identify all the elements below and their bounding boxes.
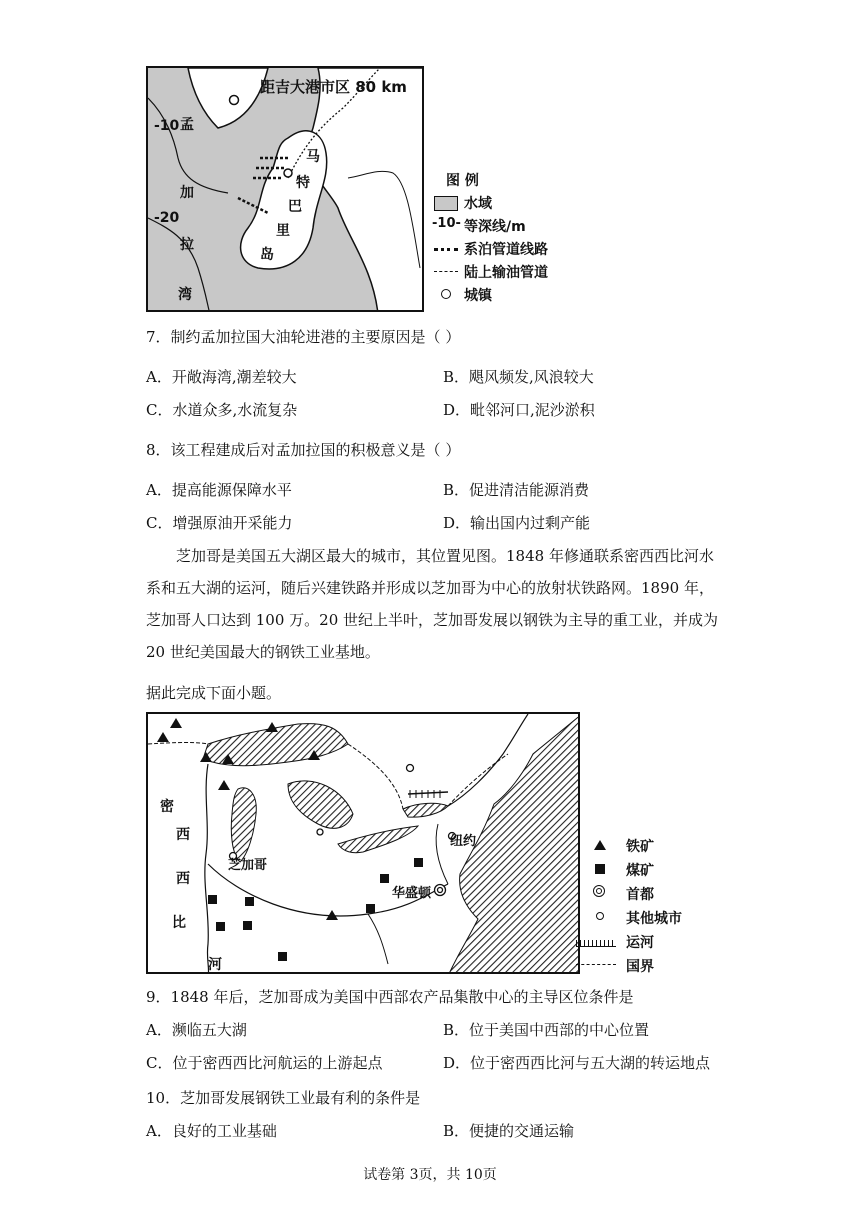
page-footer: 试卷第 3页，共 10页 (363, 1167, 497, 1183)
legend2-city-symbol (596, 912, 604, 920)
question-7-stem: 7．制约孟加拉国大油轮进港的主要原因是（ ） (146, 328, 461, 346)
map-bangladesh (146, 66, 586, 312)
legend1-water: 水域 (464, 196, 492, 212)
island-char-1: 马 (306, 149, 320, 165)
q7-option-b[interactable]: B．飓风频发,风浪较大 (443, 368, 594, 386)
q9-option-d[interactable]: D．位于密西西比河与五大湖的转运地点 (443, 1054, 711, 1072)
q10-option-a[interactable]: A．良好的工业基础 (146, 1122, 277, 1140)
question-9-stem: 9．1848 年后，芝加哥成为美国中西部农产品集散中心的主导区位条件是 (146, 988, 634, 1006)
river-char-5: 河 (208, 957, 222, 973)
q8-option-c[interactable]: C．增强原油开采能力 (146, 514, 293, 532)
question-10-stem: 10．芝加哥发展钢铁工业最有利的条件是 (146, 1089, 421, 1107)
river-char-2: 西 (176, 827, 190, 843)
legend2-coal: 煤矿 (626, 863, 654, 879)
legend1-town-symbol (441, 289, 451, 299)
q8-option-d[interactable]: D．输出国内过剩产能 (443, 514, 591, 532)
legend1-pipeline: 陆上输油管道 (464, 265, 548, 281)
legend2-coal-symbol (595, 864, 605, 874)
city-washington: 华盛顿 (392, 886, 432, 901)
bay-char-2: 加 (180, 185, 194, 201)
legend2-border: 国界 (626, 959, 654, 975)
depth-label-20: -20 (154, 210, 180, 226)
legend1-water-swatch (434, 196, 458, 211)
question-8-stem: 8．该工程建成后对孟加拉国的积极意义是（ ） (146, 441, 461, 459)
q9-option-b[interactable]: B．位于美国中西部的中心位置 (443, 1021, 650, 1039)
legend1-depth-symbol: -10- (432, 216, 461, 231)
q8-option-b[interactable]: B．促进清洁能源消费 (443, 481, 590, 499)
bay-char-3: 拉 (180, 237, 194, 253)
legend1-depth: 等深线/m (464, 219, 526, 235)
island-char-2: 特 (296, 175, 310, 191)
river-char-1: 密 (160, 799, 174, 815)
bay-char-1: 孟 (180, 117, 194, 133)
legend2-capital-symbol (593, 885, 605, 897)
legend2-city: 其他城市 (626, 911, 682, 927)
q9-option-a[interactable]: A．濒临五大湖 (146, 1021, 247, 1039)
legend1-title: 图 例 (446, 173, 479, 189)
legend1-pipeline-symbol (434, 271, 458, 272)
river-char-3: 西 (176, 871, 190, 887)
q8-option-a[interactable]: A．提高能源保障水平 (146, 481, 292, 499)
distance-label: 距吉大港市区 80 km (260, 78, 407, 96)
map-great-lakes-frame (146, 712, 580, 974)
passage-chicago: 芝加哥是美国五大湖区最大的城市，其位置见图。1848 年修通联系密西西比河水系和五大湖的运河，随后兴建铁路并形成以芝加哥为中心的放射状铁路网。1890 年，芝加哥人口达到 100 万。20 世纪上半叶，芝加哥发展以钢铁为主导的重工业，并成为 20 世纪美国最大的钢铁工业基地。 (146, 547, 719, 661)
city-chicago: 芝加哥 (228, 858, 268, 873)
legend2-capital: 首都 (626, 887, 654, 903)
legend2-iron: 铁矿 (626, 839, 654, 855)
legend1-mooring-symbol (434, 248, 458, 251)
legend2-border-symbol (576, 964, 616, 965)
island-char-4: 里 (276, 223, 290, 239)
legend2-canal-symbol (576, 940, 616, 947)
legend2-iron-symbol (594, 840, 606, 850)
legend1-town: 城镇 (464, 288, 492, 304)
map-bangladesh-frame (146, 66, 424, 312)
q7-option-d[interactable]: D．毗邻河口,泥沙淤积 (443, 401, 595, 419)
island-char-5: 岛 (260, 247, 274, 263)
legend1-mooring: 系泊管道线路 (464, 242, 548, 258)
legend2-canal: 运河 (626, 935, 654, 951)
map-great-lakes (146, 712, 706, 974)
river-char-4: 比 (172, 915, 186, 931)
q7-option-c[interactable]: C．水道众多,水流复杂 (146, 401, 298, 419)
city-newyork: 纽约 (450, 834, 477, 849)
q10-option-b[interactable]: B．便捷的交通运输 (443, 1122, 575, 1140)
island-char-3: 巴 (288, 199, 302, 215)
q9-option-c[interactable]: C．位于密西西比河航运的上游起点 (146, 1054, 383, 1072)
great-lakes-map-svg (148, 714, 580, 974)
bay-char-4: 湾 (178, 287, 192, 303)
q7-option-a[interactable]: A．开敞海湾,潮差较大 (146, 368, 297, 386)
passage-instruction: 据此完成下面小题。 (146, 684, 282, 702)
depth-label-10: -10 (154, 118, 180, 134)
